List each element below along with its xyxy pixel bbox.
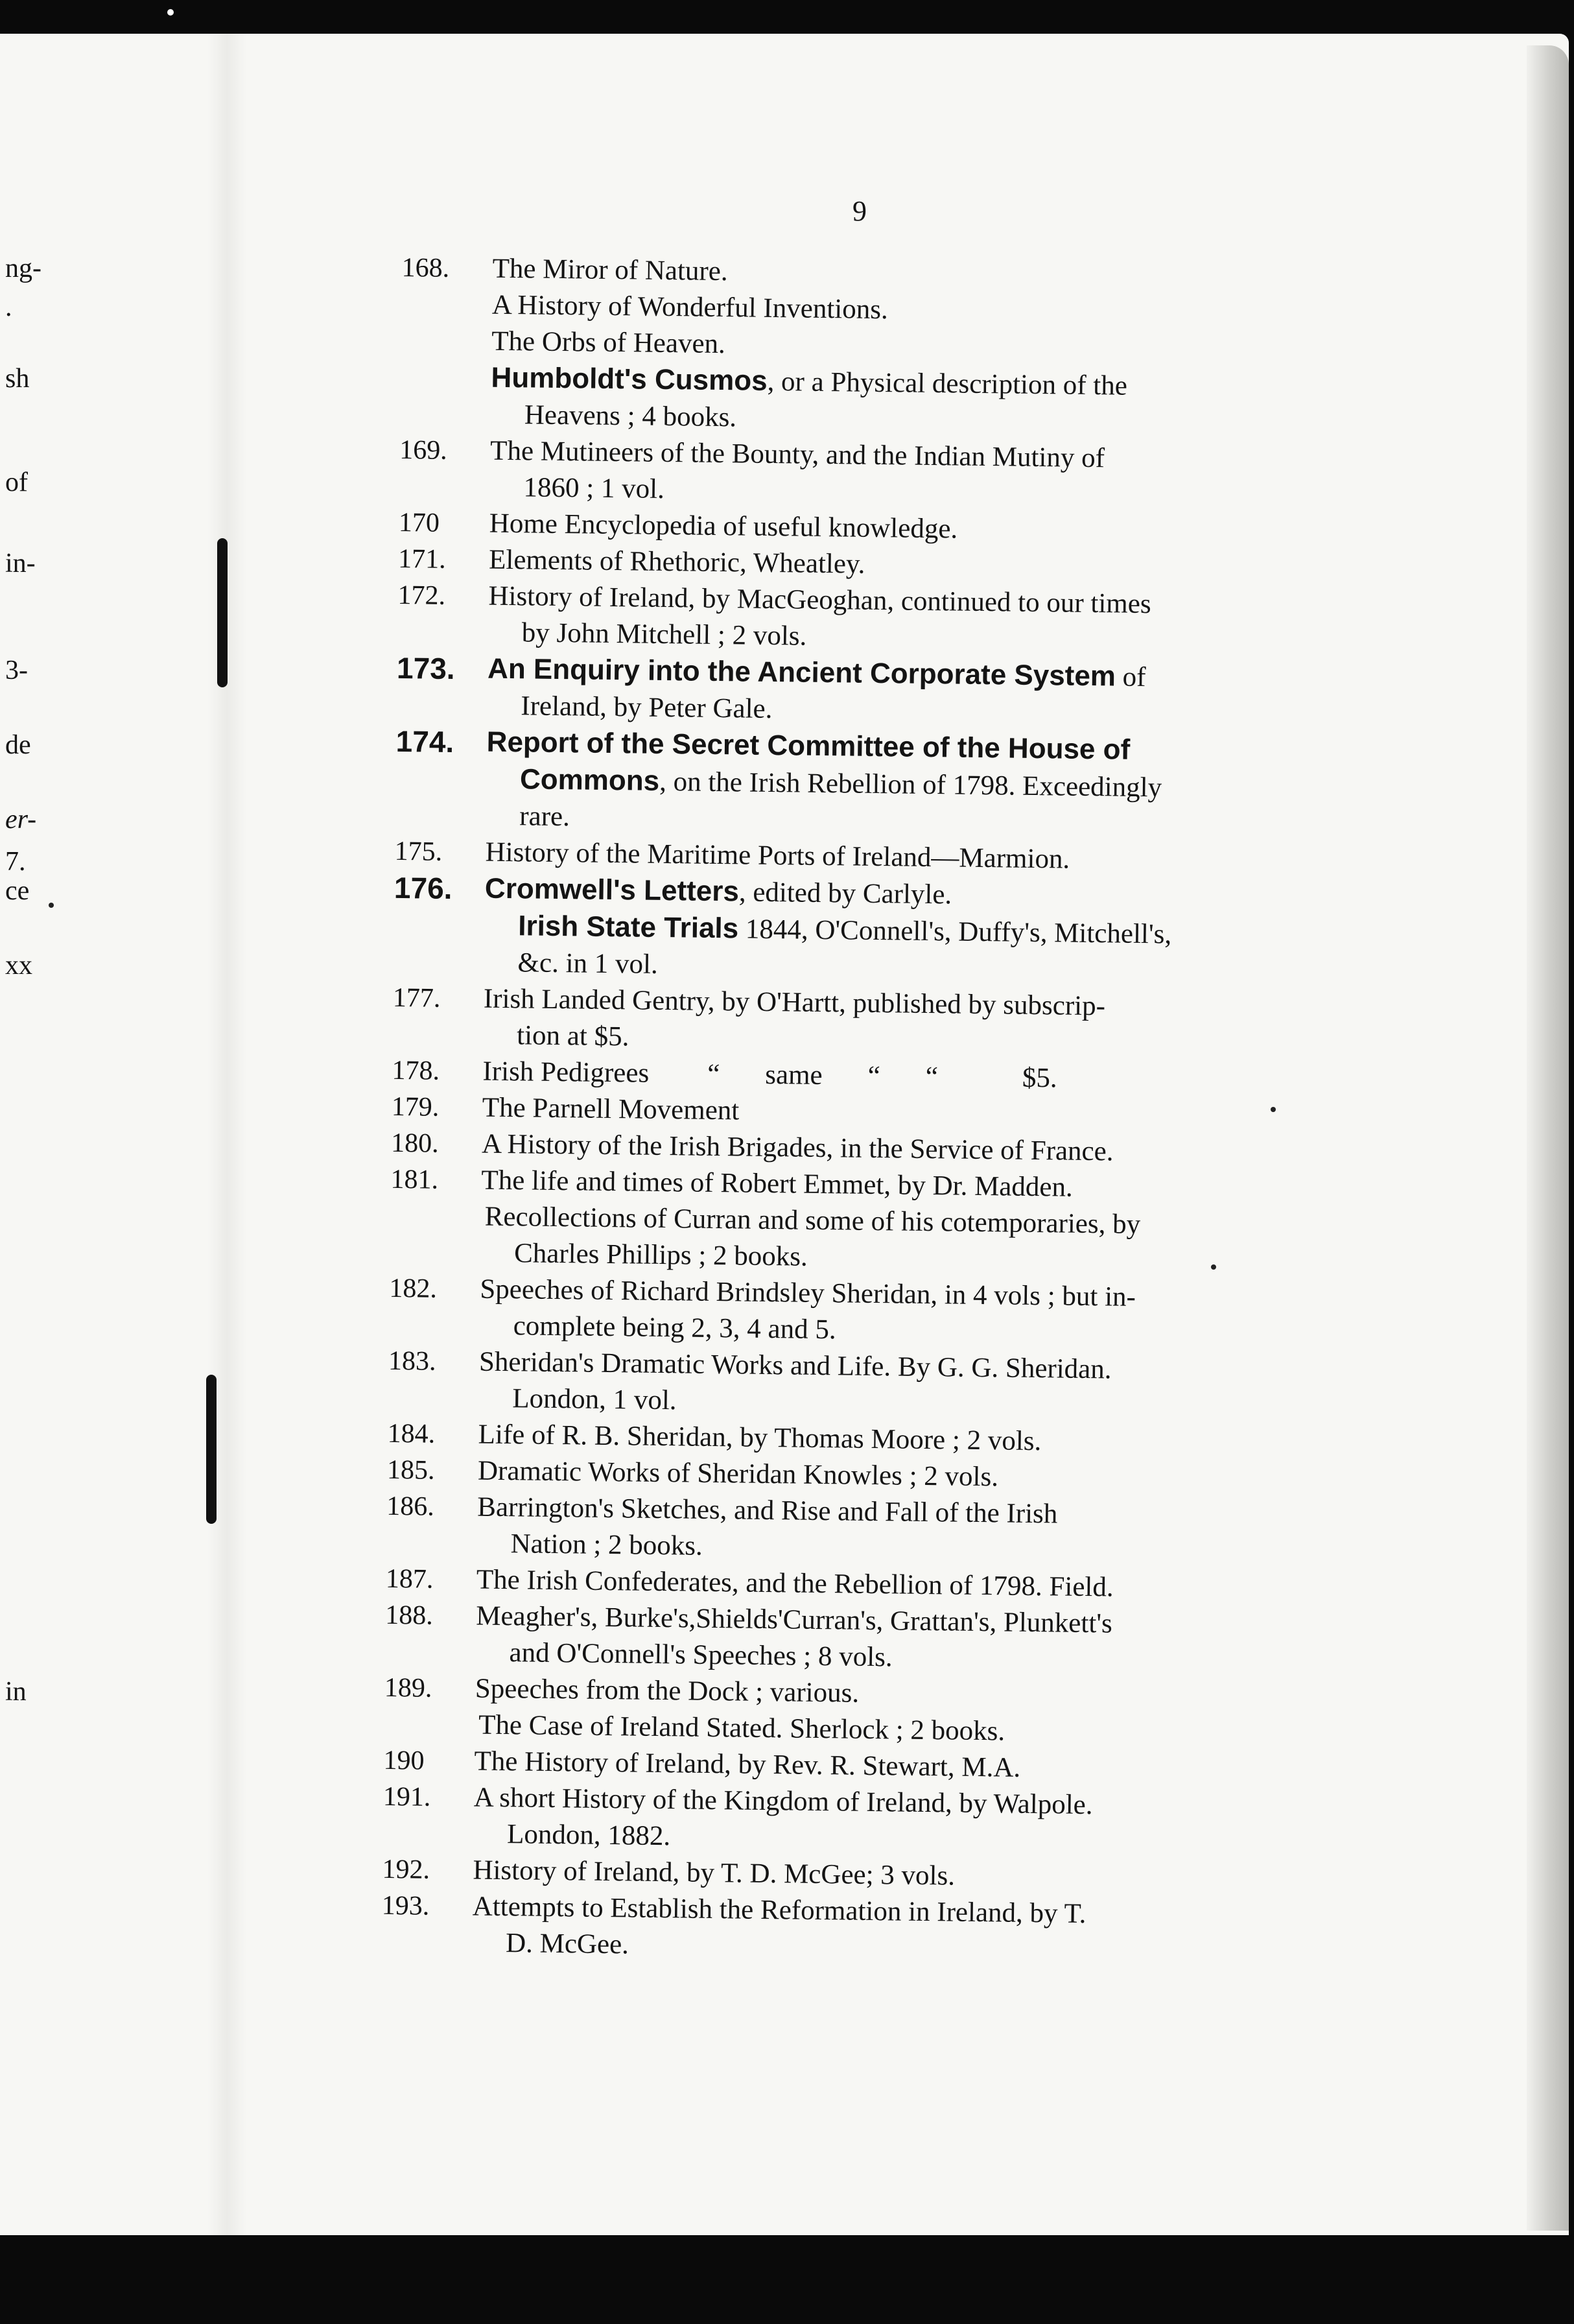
entry-text: &c. in 1 vol. [517, 947, 659, 980]
entry-text: and O'Connell's Speeches ; 8 vols. [509, 1637, 893, 1673]
margin-fragment: de [5, 730, 31, 760]
entry-text: History of Ireland, by MacGeoghan, continued to our times [488, 580, 1151, 620]
catalogue-entry [388, 1343, 1296, 1427]
ditto-mark: “ [707, 1058, 720, 1090]
entry-text: A History of Wonderful Inventions. [491, 289, 889, 326]
entry-text: The Parnell Movement [482, 1092, 740, 1126]
entry-number: 191. [382, 1781, 431, 1812]
entry-bold-title: Report of the Secret Committee of the House of [486, 726, 1131, 766]
entry-text: rare. [519, 801, 570, 833]
margin-fragment: ce [5, 876, 30, 906]
page-number: 9 [852, 195, 867, 227]
entry-number: 184. [387, 1418, 436, 1449]
margin-fragment: xx [5, 951, 32, 980]
catalogue-entry [399, 432, 1307, 516]
entry-text: A History of the Irish Brigades, in the Service of France. [481, 1128, 1114, 1167]
entry-text: Elements of Rhethoric, Wheatley. [488, 544, 865, 580]
catalogue-entry [384, 1670, 1292, 1753]
entry-number: 185. [386, 1454, 435, 1486]
entry-bold-title: Humboldt's Cusmos [491, 361, 768, 397]
catalogue-entry [397, 577, 1305, 661]
entry-text: Sheridan's Dramatic Works and Life. By G. G. Sheridan. [478, 1346, 1112, 1385]
entry-text: Dramatic Works of Sheridan Knowles ; 2 vols. [477, 1455, 999, 1493]
entry-text: History of Ireland, by T. D. McGee; 3 vols. [473, 1855, 956, 1891]
catalogue-entries [381, 250, 1310, 1971]
entry-bold-title: Cromwell's Letters [484, 872, 740, 908]
entry-text: London, 1882. [506, 1819, 671, 1852]
entry-text: Nation ; 2 books. [510, 1528, 703, 1561]
catalogue-entry [395, 723, 1304, 844]
entry-bold-title: Commons [519, 763, 660, 797]
entry-text: 1860 ; 1 vol. [523, 472, 665, 504]
entry-text: The Mutineers of the Bounty, and the Indian Mutiny of [489, 435, 1105, 474]
entry-text: Recollections of Curran and some of his cotemporaries, by [484, 1201, 1141, 1240]
margin-fragment: 3- [5, 656, 28, 685]
entry-number: 183. [388, 1346, 436, 1377]
ditto-mark: $5. [1022, 1062, 1057, 1094]
entry-number: 174. [395, 724, 454, 759]
entry-number: 189. [384, 1672, 432, 1703]
entry-text: Speeches from the Dock ; various. [475, 1673, 860, 1709]
catalogue-entry [393, 870, 1302, 991]
catalogue-entry [400, 250, 1310, 443]
entry-text: The Miror of Nature. [492, 253, 728, 287]
entry-text: The Orbs of Heaven. [491, 326, 726, 360]
entry-number: 187. [385, 1563, 434, 1595]
entry-bold-title: An Enquiry into the Ancient Corporate System [487, 652, 1116, 693]
entry-number: 181. [390, 1164, 439, 1195]
entry-text: Home Encyclopedia of useful knowledge. [489, 508, 958, 545]
entry-text: Barrington's Sketches, and Rise and Fall of the Irish [477, 1491, 1058, 1530]
entry-text: of [1115, 661, 1146, 693]
entry-text: Speeches of Richard Brindsley Sheridan, in 4 vols ; but in- [480, 1274, 1136, 1312]
margin-fragment: 7. [5, 847, 26, 877]
entry-text: Ireland, by Peter Gale. [521, 691, 773, 725]
catalogue-entry [388, 1270, 1297, 1354]
ditto-mark: “ [867, 1060, 881, 1092]
entry-number: 193. [381, 1890, 430, 1921]
entry-text: , or a Physical description of the [767, 366, 1128, 401]
margin-fragment: sh [5, 364, 30, 394]
margin-fragment: of [5, 468, 28, 497]
catalogue-entry [396, 650, 1304, 734]
ditto-mark: “ [925, 1061, 939, 1093]
entry-number: 179. [391, 1091, 440, 1122]
entry-bold-title: Irish State Trials [517, 910, 739, 945]
entry-text: Attempts to Establish the Reformation in Ireland, by T. [472, 1891, 1087, 1930]
entry-number: 188. [384, 1600, 434, 1631]
entry-text: Irish Pedigrees [482, 1056, 650, 1089]
entry-text: The History of Ireland, by Rev. R. Stewart, M.A. [474, 1746, 1021, 1783]
catalogue-entry [392, 980, 1300, 1063]
entry-text: , on the Irish Rebellion of 1798. Exceedingly [659, 766, 1162, 803]
entry-number: 168. [401, 252, 450, 283]
entry-text: by John Mitchell ; 2 vols. [521, 617, 807, 652]
entry-number: 173. [396, 650, 455, 686]
ink-speck [1211, 1264, 1216, 1270]
catalogue-entry [381, 1888, 1289, 1971]
entry-number: 182. [389, 1273, 438, 1304]
binding-stitch [206, 1375, 217, 1524]
entry-number: 169. [399, 434, 448, 466]
entry-text: The life and times of Robert Emmet, by Dr. Madden. [481, 1165, 1074, 1203]
entry-number: 172. [397, 580, 446, 611]
entry-text: A short History of the Kingdom of Ireland, by Walpole. [473, 1782, 1093, 1821]
margin-fragment: er- [5, 805, 37, 835]
entry-number: 192. [382, 1854, 430, 1885]
catalogue-entry [382, 1779, 1291, 1862]
margin-fragment: in [5, 1677, 27, 1707]
binding-gutter [207, 34, 246, 2235]
entry-text: History of the Maritime Ports of Ireland—Marmion. [485, 836, 1070, 875]
margin-fragment: in- [5, 549, 36, 578]
page-edge-shadow [1527, 45, 1569, 2231]
catalogue-entry [390, 1161, 1298, 1281]
ink-speck [49, 903, 54, 908]
entry-text: London, 1 vol. [512, 1383, 677, 1416]
entry-text: The Case of Ireland Stated. Sherlock ; 2 books. [478, 1709, 1005, 1747]
entry-text: D. McGee. [505, 1928, 629, 1960]
entry-text: Meagher's, Burke's,Shields'Curran's, Grattan's, Plunkett's [475, 1600, 1113, 1639]
entry-text: Life of R. B. Sheridan, by Thomas Moore ; 2 vols. [478, 1419, 1042, 1457]
entry-number: 186. [386, 1491, 435, 1522]
entry-text: , edited by Carlyle. [738, 877, 952, 910]
entry-number: 171. [397, 543, 446, 575]
entry-number: 178. [392, 1055, 440, 1086]
entry-text: 1844, O'Connell's, Duffy's, Mitchell's, [738, 914, 1172, 950]
entry-number: 180. [390, 1128, 439, 1159]
entry-text: Heavens ; 4 books. [524, 399, 737, 433]
catalogue-entry [386, 1488, 1294, 1572]
ink-speck [1271, 1107, 1276, 1112]
entry-text: Charles Phillips ; 2 books. [513, 1238, 808, 1272]
scan-speck [167, 9, 174, 16]
entry-number: 170 [398, 507, 440, 538]
catalogue-entry [384, 1597, 1293, 1681]
entry-number: 177. [392, 982, 441, 1014]
entry-number: 175. [394, 836, 443, 867]
entry-text: The Irish Confederates, and the Rebellion of 1798. Field. [476, 1564, 1114, 1603]
margin-fragment: ng- [5, 254, 41, 283]
entry-number: 176. [394, 870, 452, 906]
entry-number: 190 [383, 1745, 425, 1776]
binding-stitch [217, 538, 228, 687]
entry-text: Irish Landed Gentry, by O'Hartt, published by subscrip- [483, 983, 1106, 1022]
ditto-mark: same [765, 1059, 823, 1091]
entry-text: complete being 2, 3, 4 and 5. [513, 1310, 836, 1346]
entry-text: tion at $5. [516, 1020, 629, 1052]
margin-fragment: . [5, 292, 12, 322]
